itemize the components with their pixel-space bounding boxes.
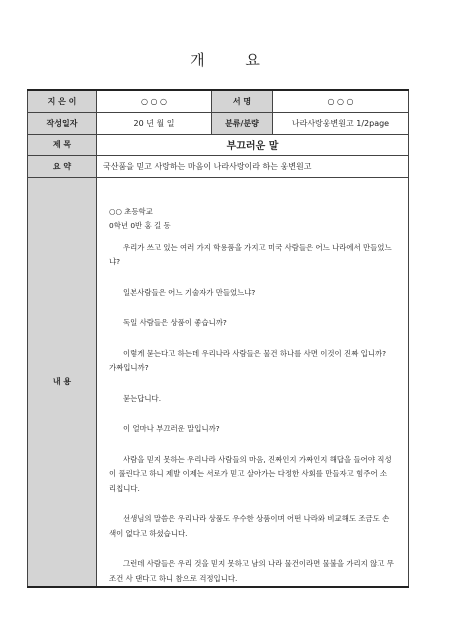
date-value: 20 년 월 일 (97, 112, 212, 134)
reviewer-label: 서 명 (212, 90, 273, 112)
date-label: 작성일자 (28, 112, 97, 134)
subject-value: 부끄러운 말 (97, 134, 409, 155)
reviewer-value: ○ ○ ○ (273, 90, 409, 112)
category-label: 분류/분량 (212, 112, 273, 134)
paragraph: 묻는답니다. (123, 393, 162, 403)
category-value: 나라사랑웅변원고 1/2page (273, 112, 409, 134)
paragraph: 일본사람들은 어느 기술자가 만들었느냐? (123, 287, 256, 297)
student-line: 0학년 0반 홍 길 동 (109, 221, 171, 230)
paragraph: 독일 사람들은 상품이 좋습니까? (123, 318, 227, 327)
author-value: ○ ○ ○ (97, 90, 212, 112)
paragraph: 우리가 쓰고 있는 여러 가지 학용품을 가지고 미국 사람들은 어느 나라에서 만들었느냐? (109, 242, 392, 266)
document-title: 개 요 (190, 51, 278, 69)
content-label: 내 용 (28, 177, 97, 587)
summary-form-table (27, 89, 409, 588)
paragraph: 이렇게 묻는다고 하는데 우리나라 사람들은 물건 하나를 사면 이것이 진짜 입니까? 가짜입니까? (109, 348, 387, 372)
paragraph: 사람을 믿지 못하는 우리나라 사람들의 마음, 진짜인지 가짜인지 해답을 들어야 직성이 풀린다고 하니 제발 이제는 서로가 믿고 살아가는 다정한 사회를 만들자고 힘주어 소리칩니다. (109, 454, 392, 493)
content-body (97, 177, 409, 587)
subject-label: 제 목 (28, 134, 97, 155)
school-line: ○○ 초등학교 (109, 206, 153, 216)
summary-value: 국산품을 믿고 사랑하는 마음이 나라사랑이라 하는 웅변원고 (97, 155, 409, 177)
paragraph: 선생님의 말씀은 우리나라 상품도 우수한 상품이며 어떤 나라와 비교해도 조금도 손색이 없다고 하셨습니다. (109, 514, 390, 538)
paragraph: 그런데 사람들은 우리 것을 믿지 못하고 남의 나라 물건이라면 물불을 가리지 않고 무조건 사 댄다고 하니 참으로 걱정입니다. (109, 559, 394, 583)
paragraph: 이 얼마나 부끄러운 말입니까? (123, 424, 220, 433)
summary-label: 요 약 (28, 155, 97, 177)
author-label: 지 은 이 (28, 90, 97, 112)
